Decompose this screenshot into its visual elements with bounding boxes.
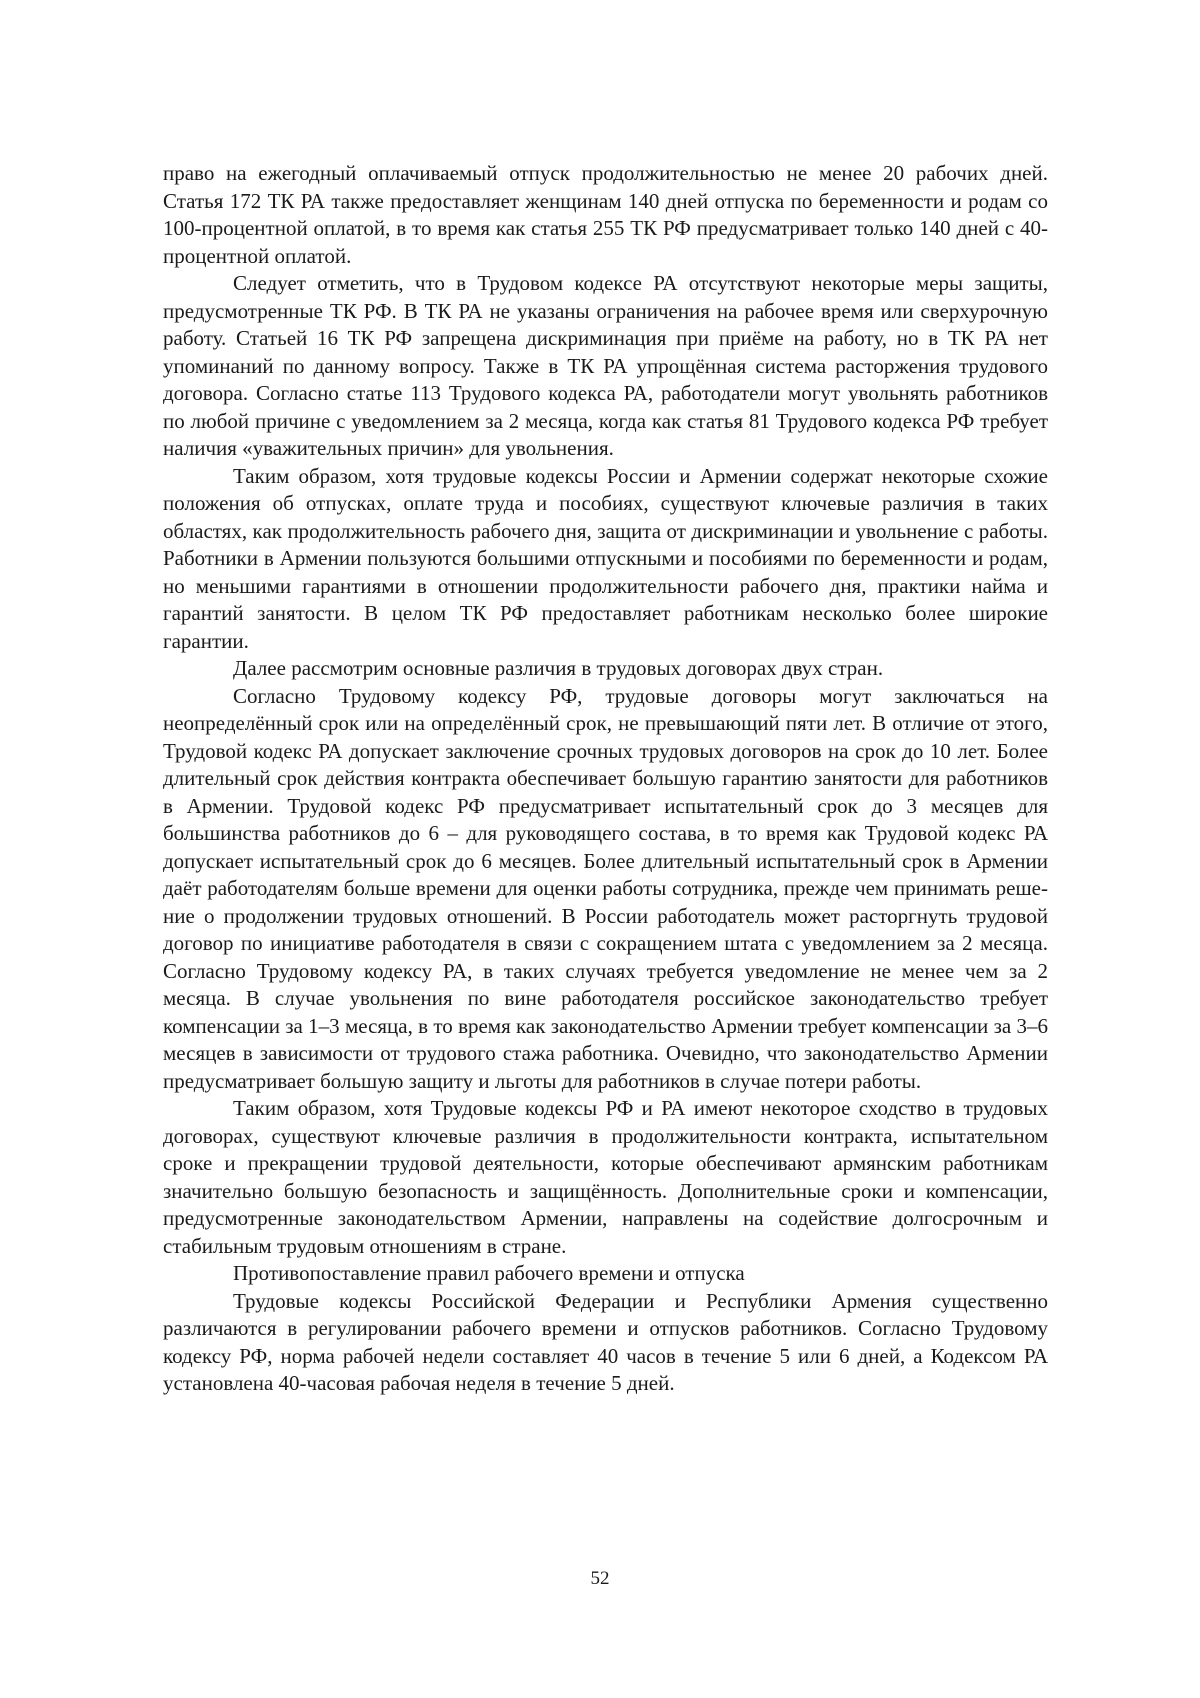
page-number: 52 bbox=[590, 1568, 610, 1589]
paragraph: Трудовые кодексы Российской Федерации и Республики Армения существенно различаются в регулировании рабочего времени и отпусков работников. Согласно Трудовому кодексу РФ, норма рабочей недели составляет 40 часов в течение 5 или 6 дней, а Кодексом РА установлена 40-часовая рабочая неделя в течение 5 дней. bbox=[163, 1288, 1048, 1395]
paragraph: Согласно Трудовому кодексу РФ, трудовые договоры могут заключаться на неопределённый срок или на определённый срок, не превышающий пяти лет. В отличие от этого, Трудовой кодекс РА допускает заключение срочных трудовых договоров на срок до 10 лет. Более длительный срок действия контракта обеспечивает большую гарантию занятости для работников в Армении. Трудовой кодекс РФ предусматривает испытательный срок до 3 месяцев для большинства работников до 6 – для руководящего состава, в то время как Трудовой кодекс РА допускает испытательный срок до 6 месяцев. Более длительный испытательный срок в Армении даёт работодателям больше времени для оценки работы сотрудника, прежде чем принимать решение о продолжении трудовых отношений. В России работодатель может расторгнуть трудовой договор по инициативе работодателя в связи с сокращением штата с уведомлением за 2 месяца. Согласно Трудовому кодексу РА, в таких случаях требуется уведомление не менее чем за 2 месяца. В случае увольнения по вине работодателя российское законодательство требует компенсации за 1–3 месяца, в то время как законодательство Армении требует компенсации за 3–6 месяцев в зависимости от трудового стажа работника. Очевидно, что законодательство Армении предусматривает большую защиту и льготы для работников в случае потери работы. bbox=[163, 683, 1048, 1093]
paragraph: Таким образом, хотя трудовые кодексы России и Армении содержат некоторые схожие положения об отпусках, оплате труда и пособиях, существуют ключевые различия в таких областях, как продолжительность рабочего дня, защита от дискриминации и увольнение с работы. Работники в Армении пользуются большими отпускными и пособиями по беременности и родам, но меньшими гарантиями в отношении продолжительности рабочего дня, практики найма и гарантий занятости. В целом ТК РФ предоставляет работникам несколько более широкие гарантии. bbox=[163, 463, 1048, 653]
document-body bbox=[163, 160, 1048, 1398]
paragraph: Следует отметить, что в Трудовом кодексе РА отсутствуют некоторые меры защиты, предусмотренные ТК РФ. В ТК РА не указаны ограничения на рабочее время или сверхурочную работу. Статьей 16 ТК РФ запрещена дискриминация при приёме на работу, но в ТК РА нет упоминаний по данному вопросу. Также в ТК РА упрощённая система расторжения трудового договора. Согласно статье 113 Трудового кодекса РА, работодатели могут увольнять работников по любой причине с уведомлением за 2 месяца, когда как статья 81 Трудового кодекса РФ требует наличия «уважительных причин» для увольнения. bbox=[163, 271, 1048, 460]
paragraph: Далее рассмотрим основные различия в трудовых договорах двух стран. bbox=[233, 656, 884, 680]
section-heading: Противопоставление правил рабочего времени и отпуска bbox=[233, 1261, 745, 1285]
paragraph: Таким образом, хотя Трудовые кодексы РФ и РА имеют некоторое сходство в трудовых договорах, существуют ключевые различия в продолжительности контракта, испытательном сроке и прекращении трудовой деятельности, которые обеспечивают армянским работникам значительно большую безопасность и защищённость. Дополнительные сроки и компенсации, предусмотренные законодательством Армении, направлены на содействие долгосрочным и стабильным трудовым отношениям в стране. bbox=[163, 1096, 1048, 1258]
paragraph-continuation: право на ежегодный оплачиваемый отпуск продолжительностью не менее 20 рабочих дней. Статья 172 ТК РА также предоставляет женщинам 140 дней отпуска по беременности и родам со 100-процентной оплатой, в то время как статья 255 ТК РФ предусматривает только 140 дней с 40-процентной оплатой. bbox=[163, 161, 1048, 268]
